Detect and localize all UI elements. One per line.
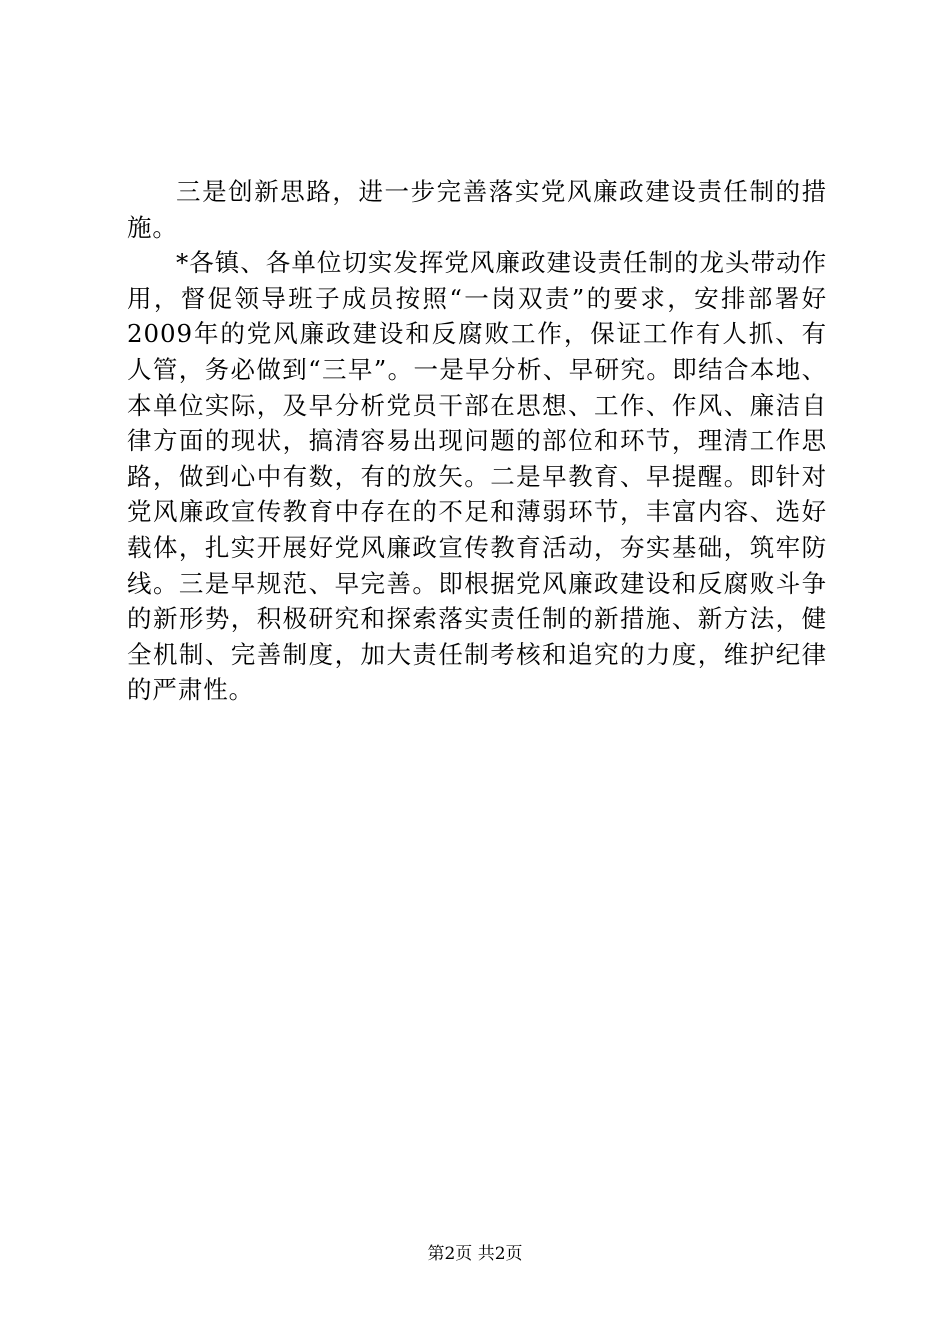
paragraph-measures-detail: *各镇、各单位切实发挥党风廉政建设责任制的龙头带动作用，督促领导班子成员按照“一岗双责”的要求，安排部署好2009年的党风廉政建设和反腐败工作，保证工作有人抓、有人管，务必做到“三早”。一是早分析、早研究。即结合本地、本单位实际，及早分析党员干部在思想、工作、作风、廉洁自律方面的现状，搞清容易出现问题的部位和环节，理清工作思路，做到心中有数，有的放矢。二是早教育、早提醒。即针对党风廉政宣传教育中存在的不足和薄弱环节，丰富内容、选好载体，扎实开展好党风廉政宣传教育活动，夯实基础，筑牢防线。三是早规范、早完善。即根据党风廉政建设和反腐败斗争的新形势，积极研究和探索落实责任制的新措施、新方法，健全机制、完善制度，加大责任制考核和追究的力度，维护纪律的严肃性。 [127, 248, 827, 705]
paragraph-measures-heading: 三是创新思路，进一步完善落实党风廉政建设责任制的措施。 [127, 177, 827, 242]
page-number-footer: 第2页 共2页 [427, 1244, 523, 1264]
document-body [127, 174, 827, 708]
